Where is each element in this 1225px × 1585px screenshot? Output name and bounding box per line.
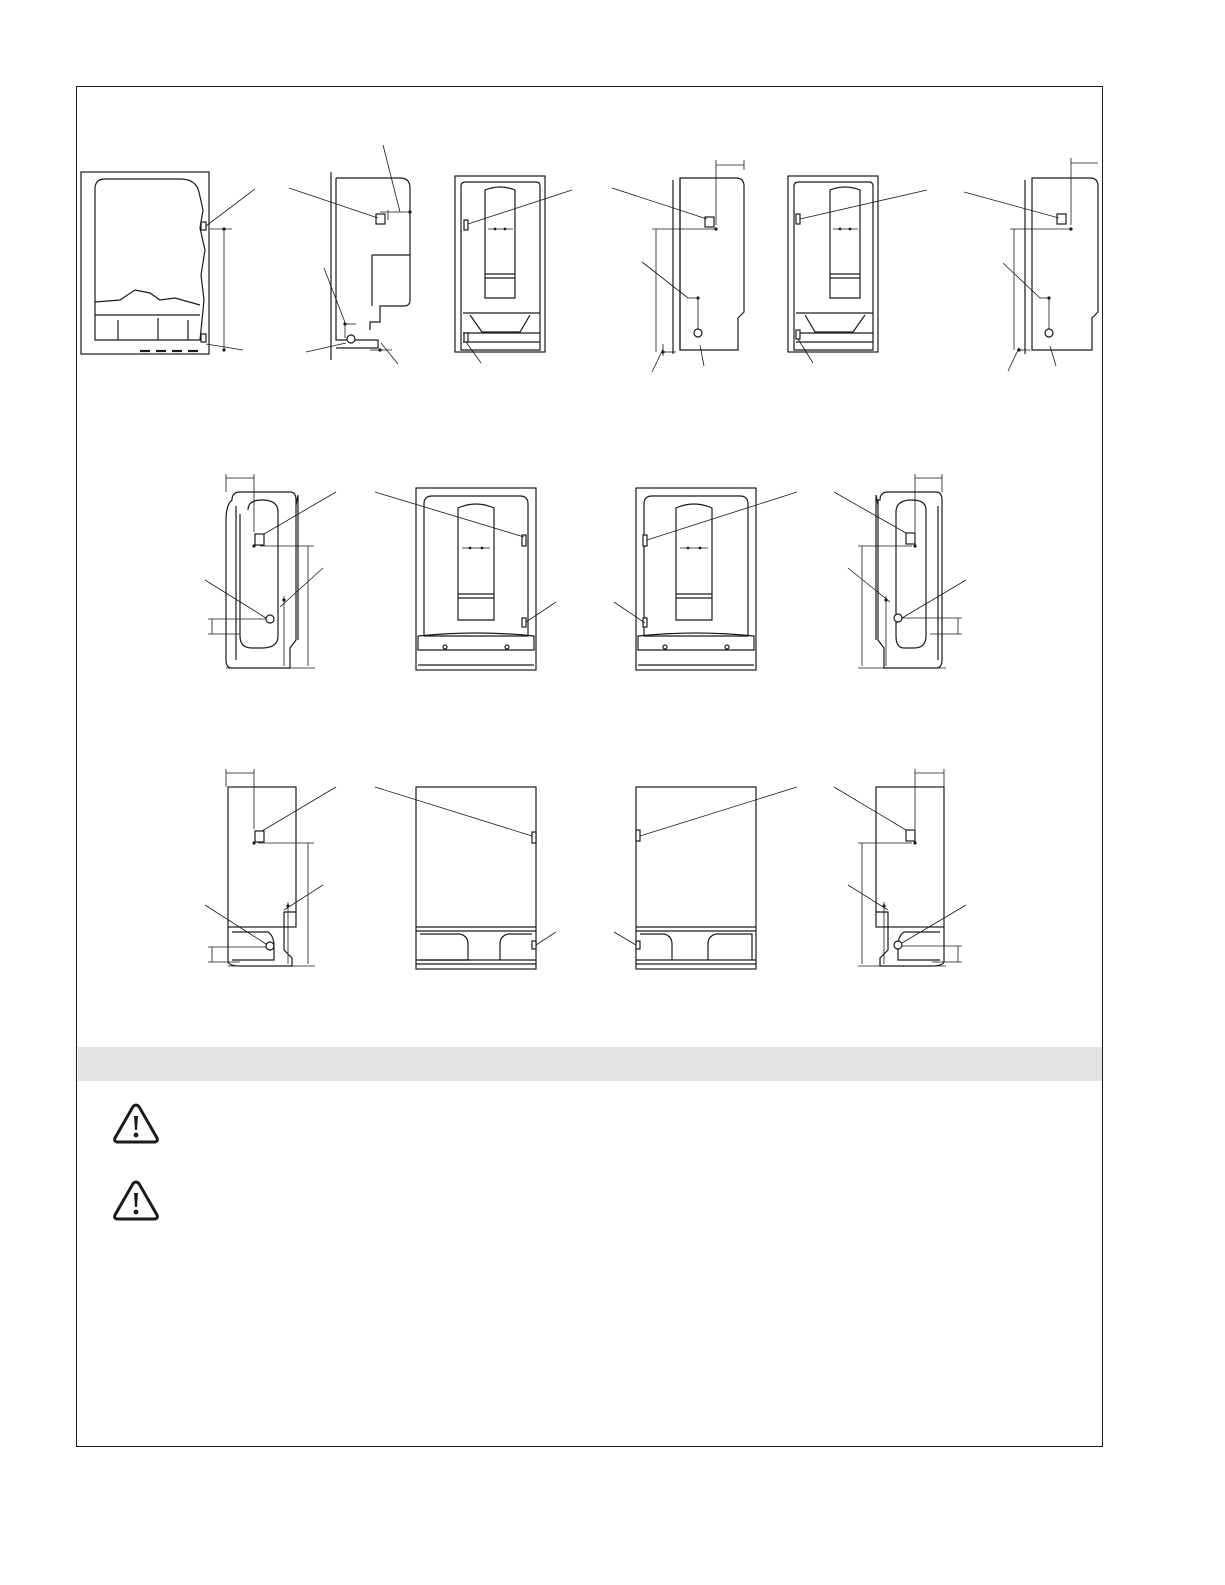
figure-5 bbox=[788, 176, 927, 363]
figure-6 bbox=[964, 158, 1098, 371]
figure-3 bbox=[455, 176, 572, 363]
figure-1 bbox=[81, 172, 255, 354]
warning-triangle-icon bbox=[112, 1179, 160, 1223]
figure-13 bbox=[614, 787, 797, 969]
figure-4 bbox=[612, 160, 744, 372]
figure-11 bbox=[205, 769, 336, 966]
figure-2 bbox=[289, 145, 412, 364]
figure-7 bbox=[205, 474, 336, 668]
figure-14 bbox=[834, 769, 966, 966]
figure-8 bbox=[375, 488, 556, 670]
figure-9 bbox=[614, 488, 797, 670]
figure-10 bbox=[834, 474, 966, 668]
warning-triangle-icon bbox=[112, 1102, 160, 1146]
figure-12 bbox=[375, 787, 556, 969]
